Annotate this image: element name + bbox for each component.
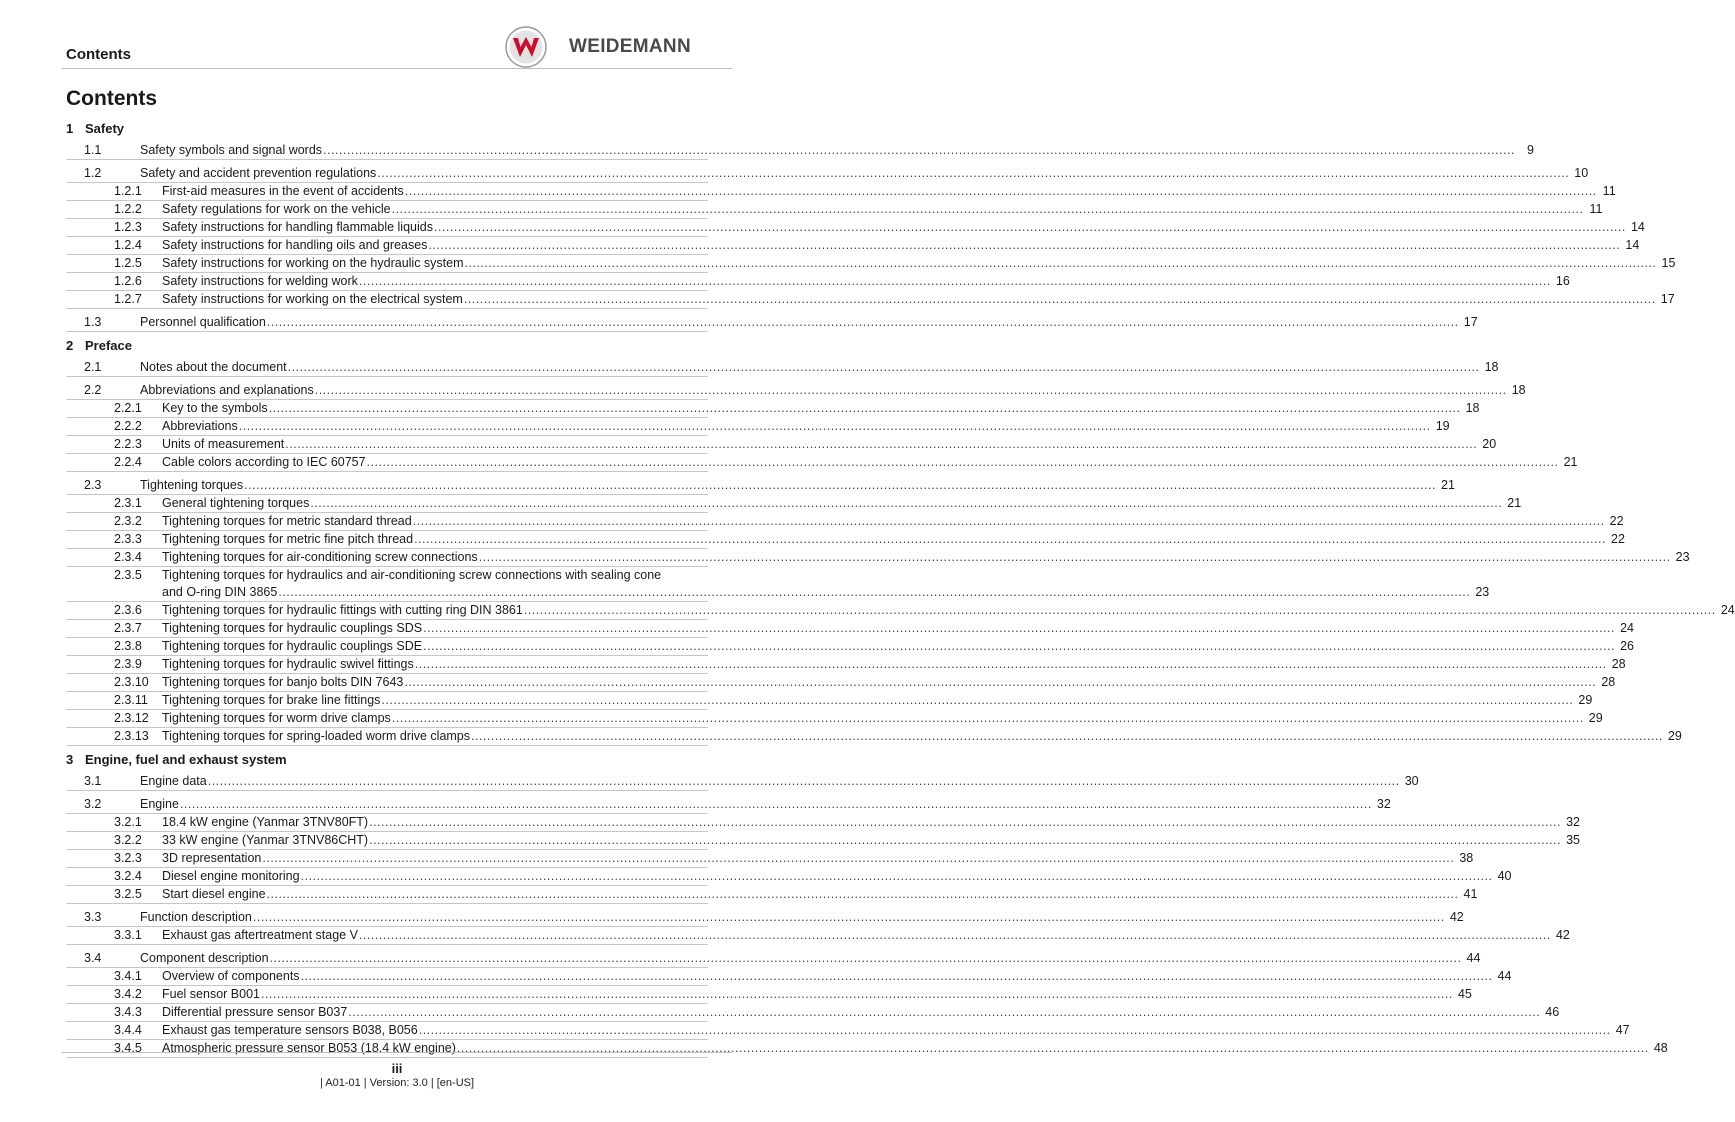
toc-entry-number: 2.3.4 xyxy=(114,550,142,564)
toc-entry-number: 3.3 xyxy=(84,910,102,924)
toc-leader-dots: ............................................................................................................................................................................................................................................................................................................ xyxy=(423,639,1615,653)
toc-entry-page: 41 xyxy=(1463,887,1478,901)
toc-entry-title: Differential pressure sensor B037 xyxy=(162,1005,348,1019)
page-number: iii xyxy=(391,1061,403,1076)
toc-entry-number: 2.3.7 xyxy=(114,621,142,635)
toc-leader-dots: ............................................................................................................................................................................................................................................................................................................ xyxy=(269,951,1462,965)
toc-entry-page: 22 xyxy=(1611,532,1625,546)
toc-entry-number: 1.2.6 xyxy=(114,274,142,288)
toc-entry-page: 46 xyxy=(1545,1005,1560,1019)
toc-subsection-entry[interactable] xyxy=(66,255,1676,273)
toc-leader-dots: ............................................................................................................................................................................................................................................................................................................ xyxy=(348,1005,1541,1019)
toc-entry-number: 2.1 xyxy=(84,360,102,374)
toc-entry-title: Component description xyxy=(140,951,269,965)
toc-entry-page: 32 xyxy=(1566,815,1580,829)
toc-entry-number: 2.2.3 xyxy=(114,437,142,451)
toc-entry-number: 3.2.5 xyxy=(114,887,142,901)
toc-entry-number: 2.2 xyxy=(84,383,102,397)
toc-entry-page: 23 xyxy=(1475,585,1490,599)
toc-entry-title: 18.4 kW engine (Yanmar 3TNV80FT) xyxy=(162,815,369,829)
toc-entry-title: Start diesel engine xyxy=(162,887,266,901)
toc-entry-number: 3.2.1 xyxy=(114,815,142,829)
toc-entry-page: 15 xyxy=(1661,256,1676,270)
toc-entry-page: 29 xyxy=(1588,711,1603,725)
toc-entry-title: Tightening torques for hydraulic fittings with cutting ring DIN 3861 xyxy=(162,603,523,617)
brand-name: WEIDEMANN xyxy=(569,36,691,57)
toc-leader-dots: ............................................................................................................................................................................................................................................................................................................ xyxy=(471,729,1663,743)
toc-section-entry[interactable] xyxy=(66,909,1464,927)
table-of-contents xyxy=(66,120,1735,1058)
toc-subsection-entry[interactable] xyxy=(66,201,1603,219)
toc-entry-title: Notes about the document xyxy=(140,360,287,374)
toc-entry-number: 1.2.4 xyxy=(114,238,142,252)
toc-entry-number: 2.3.8 xyxy=(114,639,142,653)
toc-entry-number: 1.2.1 xyxy=(114,184,142,198)
toc-leader-dots: ............................................................................................................................................................................................................................................................................................................ xyxy=(369,815,1561,829)
toc-entry-page: 23 xyxy=(1675,550,1690,564)
toc-subsection-entry[interactable] xyxy=(66,237,1640,255)
toc-entry-title: Tightening torques for metric fine pitch thread xyxy=(162,532,414,546)
toc-leader-dots: ............................................................................................................................................................................................................................................................................................................ xyxy=(278,585,1471,599)
toc-leader-dots: ............................................................................................................................................................................................................................................................................................................ xyxy=(412,514,1605,528)
toc-leader-dots: ............................................................................................................................................................................................................................................................................................................ xyxy=(207,774,1400,788)
toc-leader-dots: ............................................................................................................................................................................................................................................................................................................ xyxy=(404,184,1597,198)
toc-subsection-entry[interactable] xyxy=(66,656,1626,674)
toc-entry-title: Cable colors according to IEC 60757 xyxy=(162,455,366,469)
toc-subsection-entry[interactable] xyxy=(66,436,1497,454)
toc-subsection-entry[interactable] xyxy=(66,291,1675,309)
toc-leader-dots: ............................................................................................................................................................................................................................................................................................................ xyxy=(391,202,1584,216)
toc-leader-dots: ............................................................................................................................................................................................................................................................................................................ xyxy=(418,1023,1611,1037)
toc-subsection-entry[interactable] xyxy=(66,273,1570,291)
toc-entry-title: Tightening torques xyxy=(140,478,244,492)
toc-entry-title: First-aid measures in the event of accidents xyxy=(162,184,404,198)
toc-entry-number: 1.2 xyxy=(84,166,102,180)
toc-entry-page: 44 xyxy=(1466,951,1481,965)
toc-entry-title: Overview of components xyxy=(162,969,300,983)
toc-entry-page: 42 xyxy=(1449,910,1464,924)
toc-entry-number: 3.1 xyxy=(84,774,102,788)
toc-chapter-title: Safety xyxy=(85,121,125,136)
toc-chapter-heading[interactable] xyxy=(66,120,708,137)
toc-subsection-entry[interactable] xyxy=(66,513,1624,531)
brand-logo xyxy=(505,26,691,68)
toc-entry-number: 3.4.1 xyxy=(114,969,142,983)
toc-entry-number: 2.3.2 xyxy=(114,514,142,528)
toc-section-entry[interactable] xyxy=(66,314,1478,332)
toc-leader-dots: ............................................................................................................................................................................................................................................................................................................ xyxy=(456,1041,1649,1055)
toc-entry-title: Personnel qualification xyxy=(140,315,266,329)
toc-entry-title: Tightening torques for banjo bolts DIN 7643 xyxy=(162,675,404,689)
toc-entry-title: 33 kW engine (Yanmar 3TNV86CHT) xyxy=(162,833,369,847)
toc-chapter-heading[interactable] xyxy=(66,751,708,768)
toc-leader-dots: ............................................................................................................................................................................................................................................................................................................ xyxy=(369,833,1561,847)
toc-subsection-entry[interactable] xyxy=(66,183,1616,201)
toc-chapter-number: 3 xyxy=(66,752,74,767)
toc-leader-dots: ............................................................................................................................................................................................................................................................................................................ xyxy=(414,532,1606,546)
toc-entry-number: 3.4.3 xyxy=(114,1005,142,1019)
toc-entry-title: General tightening torques xyxy=(162,496,310,510)
toc-entry-number: 1.2.2 xyxy=(114,202,142,216)
toc-entry-title: Abbreviations and explanations xyxy=(140,383,314,397)
footer-divider xyxy=(62,1052,732,1053)
toc-entry-number: 3.2.2 xyxy=(114,833,142,847)
toc-entry-page: 11 xyxy=(1589,202,1603,216)
toc-entry-title: 3D representation xyxy=(162,851,262,865)
toc-subsection-entry[interactable] xyxy=(66,986,1472,1004)
toc-entry-title: Units of measurement xyxy=(162,437,285,451)
toc-entry-title: Safety instructions for welding work xyxy=(162,274,358,288)
toc-entry-page: 18 xyxy=(1484,360,1499,374)
toc-entry-number: 2.3.6 xyxy=(114,603,142,617)
toc-section-entry[interactable] xyxy=(66,165,1589,183)
toc-subsection-entry[interactable] xyxy=(66,814,1580,832)
toc-leader-dots: ............................................................................................................................................................................................................................................................................................................ xyxy=(238,419,1431,433)
toc-entry-number: 2.2.2 xyxy=(114,419,142,433)
toc-subsection-entry[interactable] xyxy=(66,620,1634,638)
toc-entry-number: 3.4 xyxy=(84,951,102,965)
toc-entry-number: 3.4.5 xyxy=(114,1041,142,1055)
toc-subsection-entry[interactable] xyxy=(66,549,1690,567)
toc-entry-number: 2.3.13 xyxy=(114,729,149,743)
toc-entry-title: Abbreviations xyxy=(162,419,238,433)
toc-entry-title: Key to the symbols xyxy=(162,401,268,415)
toc-section-entry[interactable] xyxy=(66,796,1391,814)
toc-subsection-entry[interactable] xyxy=(66,638,1634,656)
toc-entry-page: 29 xyxy=(1578,693,1593,707)
toc-subsection-entry[interactable] xyxy=(66,531,1625,549)
toc-entry-number: 2.3.1 xyxy=(114,496,142,510)
toc-entry-number: 3.2.4 xyxy=(114,869,142,883)
toc-entry-number: 1.1 xyxy=(84,143,102,157)
toc-entry-page: 42 xyxy=(1555,928,1570,942)
toc-leader-dots: ............................................................................................................................................................................................................................................................................................................ xyxy=(268,401,1461,415)
toc-entry-number: 2.3.10 xyxy=(114,675,149,689)
toc-leader-dots: ............................................................................................................................................................................................................................................................................................................ xyxy=(377,166,1570,180)
toc-subsection-entry[interactable] xyxy=(66,968,1512,986)
toc-entry-title: Tightening torques for hydraulic swivel fittings xyxy=(162,657,414,671)
toc-entry-page: 10 xyxy=(1574,166,1589,180)
toc-entry-title: Safety symbols and signal words xyxy=(140,143,323,157)
toc-subsection-entry[interactable] xyxy=(66,692,1593,710)
toc-subsection-entry[interactable] xyxy=(66,400,1480,418)
toc-entry-title: Diesel engine monitoring xyxy=(162,869,300,883)
toc-entry-number: 2.3.9 xyxy=(114,657,142,671)
toc-leader-dots: ............................................................................................................................................................................................................................................................................................................ xyxy=(391,711,1584,725)
toc-entry-title: Exhaust gas temperature sensors B038, B056 xyxy=(162,1023,418,1037)
toc-entry-number: 2.3.3 xyxy=(114,532,142,546)
toc-subsection-entry[interactable] xyxy=(66,710,1603,728)
toc-entry-page: 30 xyxy=(1404,774,1419,788)
toc-leader-dots: ............................................................................................................................................................................................................................................................................................................ xyxy=(433,220,1626,234)
toc-leader-dots: ............................................................................................................................................................................................................................................................................................................ xyxy=(266,887,1459,901)
toc-leader-dots: ............................................................................................................................................................................................................................................................................................................ xyxy=(266,315,1459,329)
toc-entry-number: 1.2.3 xyxy=(114,220,142,234)
toc-entry-title: Fuel sensor B001 xyxy=(162,987,260,1001)
toc-entry-page: 28 xyxy=(1611,657,1626,671)
toc-leader-dots: ............................................................................................................................................................................................................................................................................................................ xyxy=(252,910,1445,924)
toc-leader-dots: ............................................................................................................................................................................................................................................................................................................ xyxy=(244,478,1436,492)
toc-subsection-entry[interactable] xyxy=(66,454,1578,472)
toc-entry-title: Tightening torques for worm drive clamps xyxy=(162,711,391,725)
document-version-info: | A01-01 | Version: 3.0 | [en-US] xyxy=(319,1077,475,1089)
toc-entry-title: Tightening torques for metric standard thread xyxy=(162,514,412,528)
toc-entry-page: 18 xyxy=(1465,401,1480,415)
toc-leader-dots: ............................................................................................................................................................................................................................................................................................................ xyxy=(404,675,1597,689)
toc-subsection-entry[interactable] xyxy=(66,868,1512,886)
toc-entry-title: Safety instructions for working on the hydraulic system xyxy=(162,256,464,270)
toc-subsection-entry[interactable] xyxy=(66,1004,1560,1022)
toc-section-entry[interactable] xyxy=(66,477,1455,495)
toc-entry-number: 2.2.4 xyxy=(114,455,142,469)
toc-entry-page: 19 xyxy=(1435,419,1450,433)
toc-entry-page: 24 xyxy=(1720,603,1735,617)
toc-subsection-entry-continuation[interactable] xyxy=(66,584,1490,602)
toc-leader-dots: ............................................................................................................................................................................................................................................................................................................ xyxy=(323,143,1515,157)
toc-subsection-entry[interactable] xyxy=(66,674,1616,692)
toc-section-entry[interactable] xyxy=(66,382,1526,400)
toc-entry-page: 47 xyxy=(1615,1023,1630,1037)
toc-entry-title: Tightening torques for spring-loaded worm drive clamps xyxy=(162,729,471,743)
toc-entry-title: Tightening torques for hydraulic couplings SDS xyxy=(162,621,423,635)
toc-subsection-entry[interactable] xyxy=(66,728,1682,746)
toc-entry-number: 3.4.2 xyxy=(114,987,142,1001)
toc-entry-page: 40 xyxy=(1497,869,1512,883)
toc-entry-page: 16 xyxy=(1555,274,1570,288)
header-divider xyxy=(62,68,732,69)
toc-leader-dots: ............................................................................................................................................................................................................................................................................................................ xyxy=(179,797,1372,811)
toc-entry-title: Exhaust gas aftertreatment stage V xyxy=(162,928,358,942)
toc-section-entry[interactable] xyxy=(66,359,1499,377)
toc-leader-dots: ............................................................................................................................................................................................................................................................................................................ xyxy=(381,693,1574,707)
toc-entry-page: 44 xyxy=(1497,969,1512,983)
toc-entry-number: 1.2.7 xyxy=(114,292,142,306)
toc-entry-title: Atmospheric pressure sensor B053 (18.4 kW engine) xyxy=(162,1041,456,1055)
toc-chapter-heading[interactable] xyxy=(66,337,708,354)
toc-leader-dots: ............................................................................................................................................................................................................................................................................................................ xyxy=(314,383,1507,397)
toc-subsection-entry[interactable] xyxy=(66,418,1450,436)
toc-entry-title-continuation: and O-ring DIN 3865 xyxy=(162,585,278,599)
toc-entry-number: 3.3.1 xyxy=(114,928,142,942)
page-title: Contents xyxy=(66,87,157,110)
toc-chapter-title: Preface xyxy=(85,338,132,353)
toc-leader-dots: ............................................................................................................................................................................................................................................................................................................ xyxy=(463,292,1656,306)
toc-leader-dots: ............................................................................................................................................................................................................................................................................................................ xyxy=(260,987,1453,1001)
toc-section-entry[interactable] xyxy=(66,950,1481,968)
toc-entry-page: 11 xyxy=(1602,184,1616,198)
toc-leader-dots: ............................................................................................................................................................................................................................................................................................................ xyxy=(358,928,1551,942)
toc-entry-number: 2.3.5 xyxy=(114,568,142,582)
toc-leader-dots: ............................................................................................................................................................................................................................................................................................................ xyxy=(478,550,1671,564)
toc-subsection-entry[interactable] xyxy=(66,567,708,584)
toc-entry-number: 2.3.11 xyxy=(114,693,148,707)
toc-leader-dots: ............................................................................................................................................................................................................................................................................................................ xyxy=(285,437,1478,451)
toc-entry-page: 32 xyxy=(1376,797,1391,811)
toc-section-entry[interactable] xyxy=(66,773,1419,791)
toc-entry-page: 29 xyxy=(1667,729,1682,743)
toc-chapter-number: 1 xyxy=(66,121,74,136)
toc-subsection-entry[interactable] xyxy=(66,832,1580,850)
toc-entry-number: 2.2.1 xyxy=(114,401,142,415)
toc-leader-dots: ............................................................................................................................................................................................................................................................................................................ xyxy=(287,360,1480,374)
toc-entry-page: 21 xyxy=(1441,478,1455,492)
toc-entry-page: 22 xyxy=(1609,514,1624,528)
toc-entry-page: 17 xyxy=(1463,315,1478,329)
toc-entry-title: Function description xyxy=(140,910,252,924)
toc-entry-page: 38 xyxy=(1459,851,1474,865)
toc-entry-title: Tightening torques for brake line fittings xyxy=(162,693,381,707)
toc-entry-page: 14 xyxy=(1625,238,1640,252)
toc-entry-page: 48 xyxy=(1653,1041,1668,1055)
toc-entry-title: Engine xyxy=(140,797,179,811)
toc-leader-dots: ............................................................................................................................................................................................................................................................................................................ xyxy=(310,496,1503,510)
toc-entry-title: Engine data xyxy=(140,774,207,788)
toc-leader-dots: ............................................................................................................................................................................................................................................................................................................ xyxy=(262,851,1455,865)
toc-leader-dots: ............................................................................................................................................................................................................................................................................................................ xyxy=(428,238,1621,252)
running-header-title: Contents xyxy=(66,46,131,63)
toc-entry-page: 28 xyxy=(1601,675,1616,689)
toc-entry-page: 45 xyxy=(1457,987,1472,1001)
toc-leader-dots: ............................................................................................................................................................................................................................................................................................................ xyxy=(414,657,1607,671)
toc-entry-title: Tightening torques for hydraulic couplings SDE xyxy=(162,639,423,653)
toc-entry-page: 35 xyxy=(1566,833,1580,847)
toc-subsection-entry[interactable] xyxy=(66,1040,1668,1058)
toc-entry-page: 20 xyxy=(1482,437,1497,451)
toc-entry-number: 3.2 xyxy=(84,797,102,811)
toc-entry-title: Tightening torques for hydraulics and air-conditioning screw connections with sealing cone xyxy=(162,568,662,582)
toc-entry-title: Safety instructions for handling flammable liquids xyxy=(162,220,433,234)
toc-leader-dots: ............................................................................................................................................................................................................................................................................................................ xyxy=(523,603,1716,617)
weidemann-w-logo-icon xyxy=(505,26,547,68)
toc-leader-dots: ............................................................................................................................................................................................................................................................................................................ xyxy=(366,455,1559,469)
toc-subsection-entry[interactable] xyxy=(66,886,1478,904)
toc-entry-title: Safety instructions for handling oils and greases xyxy=(162,238,428,252)
toc-entry-page: 24 xyxy=(1620,621,1634,635)
toc-entry-page: 21 xyxy=(1563,455,1578,469)
toc-subsection-entry[interactable] xyxy=(66,850,1474,868)
toc-chapter-number: 2 xyxy=(66,338,74,353)
toc-entry-title: Safety instructions for working on the electrical system xyxy=(162,292,463,306)
toc-subsection-entry[interactable] xyxy=(66,495,1522,513)
toc-entry-page: 14 xyxy=(1630,220,1645,234)
toc-leader-dots: ............................................................................................................................................................................................................................................................................................................ xyxy=(423,621,1615,635)
toc-entry-number: 2.3.12 xyxy=(114,711,149,725)
toc-entry-page: 26 xyxy=(1620,639,1634,653)
toc-subsection-entry[interactable] xyxy=(66,1022,1630,1040)
toc-subsection-entry[interactable] xyxy=(66,602,1735,620)
toc-section-entry[interactable] xyxy=(66,142,1534,160)
toc-entry-number: 2.3 xyxy=(84,478,102,492)
toc-entry-page: 18 xyxy=(1511,383,1526,397)
toc-leader-dots: ............................................................................................................................................................................................................................................................................................................ xyxy=(300,969,1493,983)
toc-entry-page: 9 xyxy=(1526,143,1534,157)
toc-leader-dots: ............................................................................................................................................................................................................................................................................................................ xyxy=(358,274,1551,288)
toc-entry-title: Safety and accident prevention regulations xyxy=(140,166,377,180)
toc-entry-number: 1.3 xyxy=(84,315,102,329)
toc-leader-dots: ............................................................................................................................................................................................................................................................................................................ xyxy=(300,869,1493,883)
toc-entry-number: 3.2.3 xyxy=(114,851,142,865)
toc-subsection-entry[interactable] xyxy=(66,219,1645,237)
toc-chapter-title: Engine, fuel and exhaust system xyxy=(85,752,287,767)
toc-leader-dots: ............................................................................................................................................................................................................................................................................................................ xyxy=(464,256,1657,270)
toc-entry-number: 3.4.4 xyxy=(114,1023,142,1037)
toc-entry-title: Safety regulations for work on the vehicle xyxy=(162,202,391,216)
toc-entry-title: Tightening torques for air-conditioning screw connections xyxy=(162,550,478,564)
toc-subsection-entry[interactable] xyxy=(66,927,1570,945)
toc-entry-page: 21 xyxy=(1507,496,1522,510)
toc-entry-number: 1.2.5 xyxy=(114,256,142,270)
toc-entry-page: 17 xyxy=(1660,292,1675,306)
